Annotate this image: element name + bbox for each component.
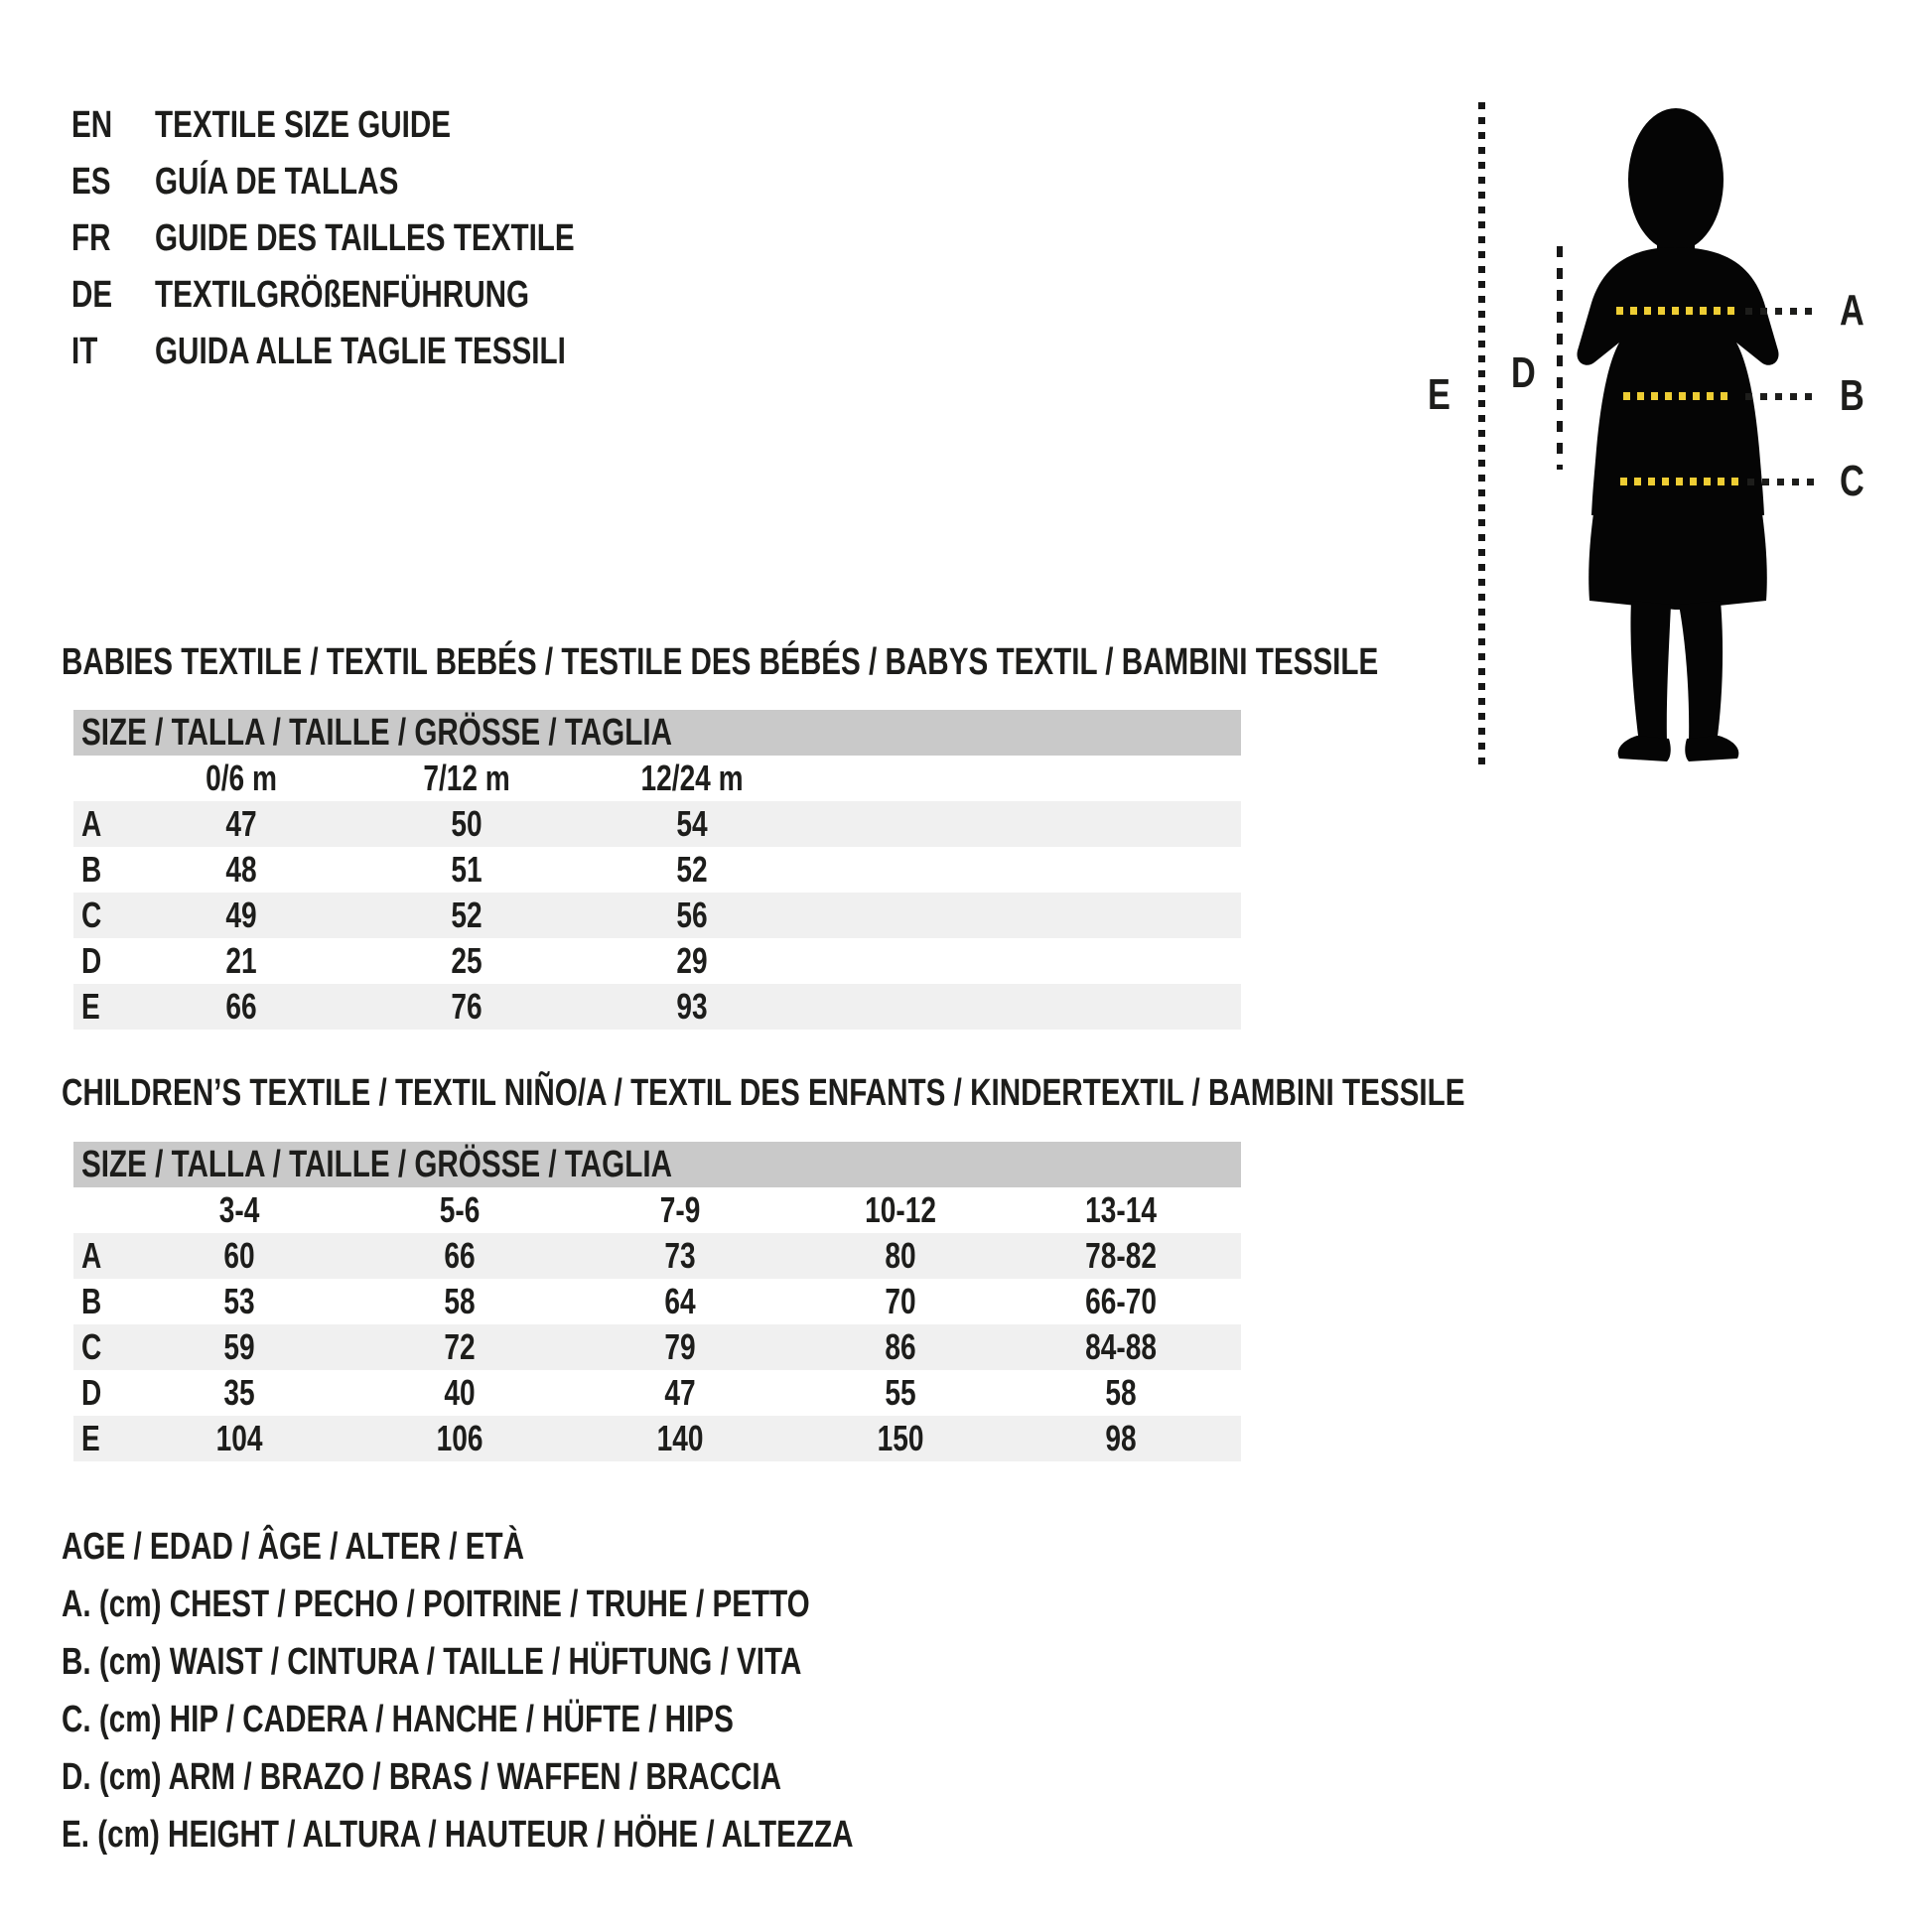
cell-value: 84-88 — [1085, 1326, 1157, 1367]
legend-row-height: E. (cm) HEIGHT / ALTURA / HAUTEUR / HÖHE / ALTEZZA — [62, 1813, 854, 1856]
legend-row-arm: D. (cm) ARM / BRAZO / BRAS / WAFFEN / BRACCIA — [62, 1755, 782, 1798]
cell-value: 56 — [676, 895, 709, 935]
cell-value: 49 — [225, 895, 258, 935]
row-label: D — [81, 940, 102, 981]
arm-line-d — [1557, 246, 1563, 470]
cell-value: 76 — [451, 986, 483, 1027]
language-title: GUIDE DES TAILLES TEXTILE — [155, 217, 575, 259]
children-size-table — [73, 1142, 1241, 1461]
cell-value: 106 — [436, 1418, 483, 1458]
waist-line-body-segment — [1623, 392, 1734, 400]
cell-value: 93 — [676, 986, 709, 1027]
table-row-a — [73, 1233, 1241, 1279]
babies-size-table — [73, 710, 1241, 1030]
cell-value: 53 — [223, 1281, 255, 1321]
cell-value: 70 — [885, 1281, 916, 1321]
cell-value: 47 — [664, 1372, 696, 1413]
chest-line-body-segment — [1616, 307, 1740, 315]
language-code: EN — [71, 104, 113, 146]
cell-value: 66 — [444, 1235, 476, 1276]
language-code: ES — [71, 161, 111, 203]
language-title: TEXTILGRÖßENFÜHRUNG — [155, 274, 530, 316]
column-header: 10-12 — [865, 1189, 936, 1230]
cell-value: 25 — [451, 940, 483, 981]
language-title: GUIDA ALLE TAGLIE TESSILI — [155, 331, 566, 372]
cell-value: 59 — [223, 1326, 255, 1367]
language-row-en — [71, 97, 693, 154]
cell-value: 40 — [444, 1372, 476, 1413]
column-header: 13-14 — [1085, 1189, 1157, 1230]
language-row-it — [71, 324, 693, 380]
row-label: D — [81, 1372, 102, 1413]
cell-value: 140 — [656, 1418, 704, 1458]
cell-value: 86 — [885, 1326, 916, 1367]
cell-value: 58 — [444, 1281, 476, 1321]
column-header: 5-6 — [439, 1189, 481, 1230]
cell-value: 150 — [877, 1418, 924, 1458]
table-row-d — [73, 1370, 1241, 1416]
cell-value: 35 — [223, 1372, 255, 1413]
legend-row-age: AGE / EDAD / ÂGE / ALTER / ETÀ — [62, 1525, 525, 1568]
row-label: A — [81, 1235, 102, 1276]
table-row-c — [73, 1324, 1241, 1370]
cell-value: 51 — [451, 849, 483, 890]
table-row-e — [73, 984, 1241, 1030]
language-row-es — [71, 154, 693, 210]
measurement-figure — [1420, 84, 1926, 809]
children-size-header-bar: SIZE / TALLA / TAILLE / GRÖSSE / TAGLIA — [73, 1142, 1241, 1187]
legend-row-hip: C. (cm) HIP / CADERA / HANCHE / HÜFTE / HIPS — [62, 1698, 734, 1740]
cell-value: 58 — [1105, 1372, 1137, 1413]
language-row-de — [71, 267, 693, 324]
language-code: DE — [71, 274, 113, 316]
row-label: E — [81, 986, 100, 1027]
language-title: GUÍA DE TALLAS — [155, 161, 399, 203]
hip-line-extension — [1747, 479, 1820, 485]
cell-value: 72 — [444, 1326, 476, 1367]
cell-value: 66 — [225, 986, 258, 1027]
measure-label-c: C — [1840, 457, 1864, 505]
language-code: IT — [71, 331, 98, 372]
measure-label-b: B — [1840, 371, 1864, 420]
babies-column-header-row — [73, 756, 1241, 801]
cell-value: 60 — [223, 1235, 255, 1276]
cell-value: 48 — [225, 849, 258, 890]
cell-value: 52 — [451, 895, 483, 935]
cell-value: 29 — [676, 940, 709, 981]
cell-value: 54 — [676, 803, 709, 844]
cell-value: 66-70 — [1085, 1281, 1157, 1321]
column-header: 12/24 m — [640, 758, 745, 798]
cell-value: 64 — [664, 1281, 696, 1321]
measurement-legend — [62, 1518, 1076, 1863]
children-column-header-row — [73, 1187, 1241, 1233]
table-row-b — [73, 1279, 1241, 1324]
cell-value: 80 — [885, 1235, 916, 1276]
table-row-a — [73, 801, 1241, 847]
cell-value: 73 — [664, 1235, 696, 1276]
chest-line-extension — [1745, 308, 1820, 315]
babies-section-heading: BABIES TEXTILE / TEXTIL BEBÉS / TESTILE DES BÉBÉS / BABYS TEXTIL / BAMBINI TESSILE — [62, 641, 1379, 683]
column-header: 3-4 — [218, 1189, 260, 1230]
row-label: C — [81, 895, 102, 935]
row-label: E — [81, 1418, 100, 1458]
cell-value: 98 — [1105, 1418, 1137, 1458]
measure-label-a: A — [1840, 286, 1864, 335]
language-code: FR — [71, 217, 111, 259]
cell-value: 78-82 — [1085, 1235, 1157, 1276]
row-label: B — [81, 849, 102, 890]
table-row-b — [73, 847, 1241, 893]
cell-value: 52 — [676, 849, 709, 890]
row-label: C — [81, 1326, 102, 1367]
language-title: TEXTILE SIZE GUIDE — [155, 104, 452, 146]
cell-value: 21 — [225, 940, 258, 981]
children-section-heading: CHILDREN’S TEXTILE / TEXTIL NIÑO/A / TEXTIL DES ENFANTS / KINDERTEXTIL / BAMBINI TESSILE — [62, 1072, 1465, 1114]
column-header: 0/6 m — [206, 758, 278, 798]
table-row-e — [73, 1416, 1241, 1461]
row-label: B — [81, 1281, 102, 1321]
row-label: A — [81, 803, 102, 844]
measure-label-d: D — [1511, 348, 1536, 397]
hip-line-body-segment — [1620, 478, 1744, 485]
cell-value: 47 — [225, 803, 258, 844]
cell-value: 104 — [215, 1418, 263, 1458]
waist-line-extension — [1745, 393, 1820, 400]
column-header: 7/12 m — [423, 758, 511, 798]
language-row-fr — [71, 210, 693, 267]
language-list — [71, 97, 693, 380]
babies-size-header-bar: SIZE / TALLA / TAILLE / GRÖSSE / TAGLIA — [73, 710, 1241, 756]
cell-value: 79 — [664, 1326, 696, 1367]
measure-label-e: E — [1428, 370, 1450, 419]
table-row-d — [73, 938, 1241, 984]
table-row-c — [73, 893, 1241, 938]
legend-row-waist: B. (cm) WAIST / CINTURA / TAILLE / HÜFTUNG / VITA — [62, 1640, 802, 1683]
cell-value: 55 — [885, 1372, 916, 1413]
legend-row-chest: A. (cm) CHEST / PECHO / POITRINE / TRUHE / PETTO — [62, 1583, 810, 1625]
cell-value: 50 — [451, 803, 483, 844]
column-header: 7-9 — [659, 1189, 701, 1230]
